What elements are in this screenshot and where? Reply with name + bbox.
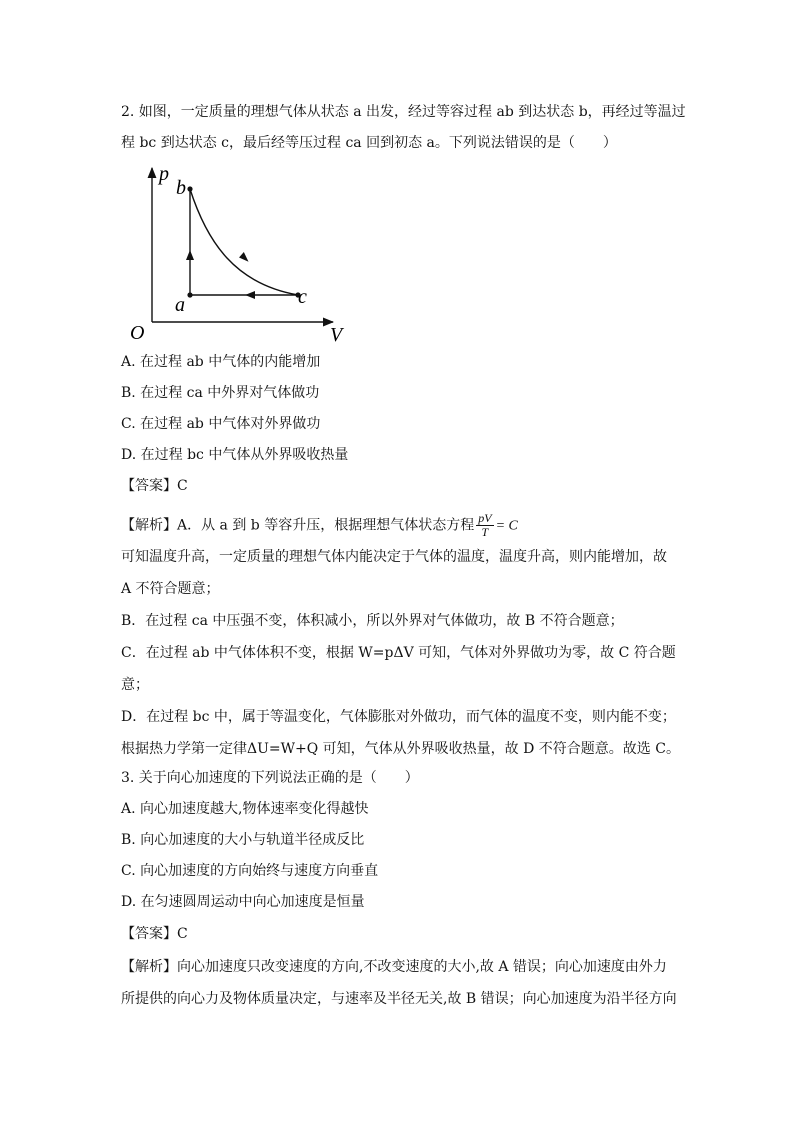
q2-analysis-line-1 bbox=[121, 512, 518, 539]
q2-option-b: B. 在过程 ca 中外界对气体做功 bbox=[121, 385, 320, 401]
q2-analysis-line-8: 根据热力学第一定律ΔU=W+Q 可知，气体从外界吸收热量，故 D 不符合题意。故选 C。 bbox=[121, 741, 680, 757]
q2-option-d: D. 在过程 bc 中气体从外界吸收热量 bbox=[121, 447, 349, 463]
fraction-numerator: pV bbox=[478, 511, 492, 525]
fraction-denominator: T bbox=[481, 525, 489, 539]
formula-rhs: = C bbox=[495, 518, 518, 534]
origin-label: O bbox=[130, 322, 145, 344]
q2-analysis-line-7: D．在过程 bc 中，属于等温变化，气体膨胀对外做功，而气体的温度不变，则内能不变； bbox=[121, 709, 676, 725]
q2-analysis-line-2: 可知温度升高，一定质量的理想气体内能决定于气体的温度，温度升高，则内能增加，故 bbox=[121, 549, 667, 565]
q2-stem-line-2: 程 bc 到达状态 c，最后经等压过程 ca 回到初态 a。下列说法错误的是（ ） bbox=[121, 135, 617, 151]
q3-analysis-line-1: 【解析】向心加速度只改变速度的方向,不改变速度的大小,故 A 错误；向心加速度由外力 bbox=[121, 959, 667, 975]
q2-stem-line-1: 2. 如图，一定质量的理想气体从状态 a 出发，经过等容过程 ab 到达状态 b，再经过等温过 bbox=[121, 104, 686, 120]
gas-law-fraction bbox=[476, 512, 493, 539]
q2-answer: 【答案】C bbox=[121, 478, 188, 494]
q2-analysis-line-3: A 不符合题意； bbox=[121, 581, 220, 597]
point-b-dot bbox=[187, 186, 192, 191]
q3-option-d: D. 在匀速圆周运动中向心加速度是恒量 bbox=[121, 894, 365, 910]
process-bc bbox=[190, 189, 298, 295]
axis-p-label: p bbox=[159, 163, 169, 185]
q2-analysis-prefix: 【解析】A．从 a 到 b 等容升压，根据理想气体状态方程 bbox=[121, 517, 475, 534]
q3-option-b: B. 向心加速度的大小与轨道半径成反比 bbox=[121, 832, 365, 848]
q3-option-a: A. 向心加速度越大,物体速率变化得越快 bbox=[121, 801, 369, 817]
point-a-dot bbox=[187, 292, 192, 297]
q2-option-a: A. 在过程 ab 中气体的内能增加 bbox=[121, 354, 321, 370]
q2-analysis-line-6: 意； bbox=[121, 677, 149, 693]
arrow-ab bbox=[186, 250, 194, 260]
q2-analysis-line-5: C．在过程 ab 中气体体积不变，根据 W=pΔV 可知，气体对外界做功为零，故 C 符合题 bbox=[121, 645, 676, 661]
q2-option-c: C. 在过程 ab 中气体对外界做功 bbox=[121, 416, 321, 432]
q3-analysis-line-2: 所提供的向心力及物体质量决定，与速率及半径无关,故 B 错误；向心加速度为沿半径方向 bbox=[121, 991, 677, 1007]
pv-diagram bbox=[125, 162, 350, 347]
q3-answer: 【答案】C bbox=[121, 926, 188, 942]
axis-v-label: V bbox=[330, 324, 343, 346]
arrow-ca bbox=[245, 291, 255, 299]
point-c-label: c bbox=[298, 286, 307, 308]
q2-analysis-line-4: B．在过程 ca 中压强不变，体积减小，所以外界对气体做功，故 B 不符合题意； bbox=[121, 613, 624, 629]
point-b-label: b bbox=[176, 177, 186, 199]
q3-stem: 3. 关于向心加速度的下列说法正确的是（ ） bbox=[121, 770, 419, 786]
arrow-bc bbox=[239, 252, 250, 262]
q3-option-c: C. 向心加速度的方向始终与速度方向垂直 bbox=[121, 863, 379, 879]
point-a-label: a bbox=[175, 294, 185, 316]
